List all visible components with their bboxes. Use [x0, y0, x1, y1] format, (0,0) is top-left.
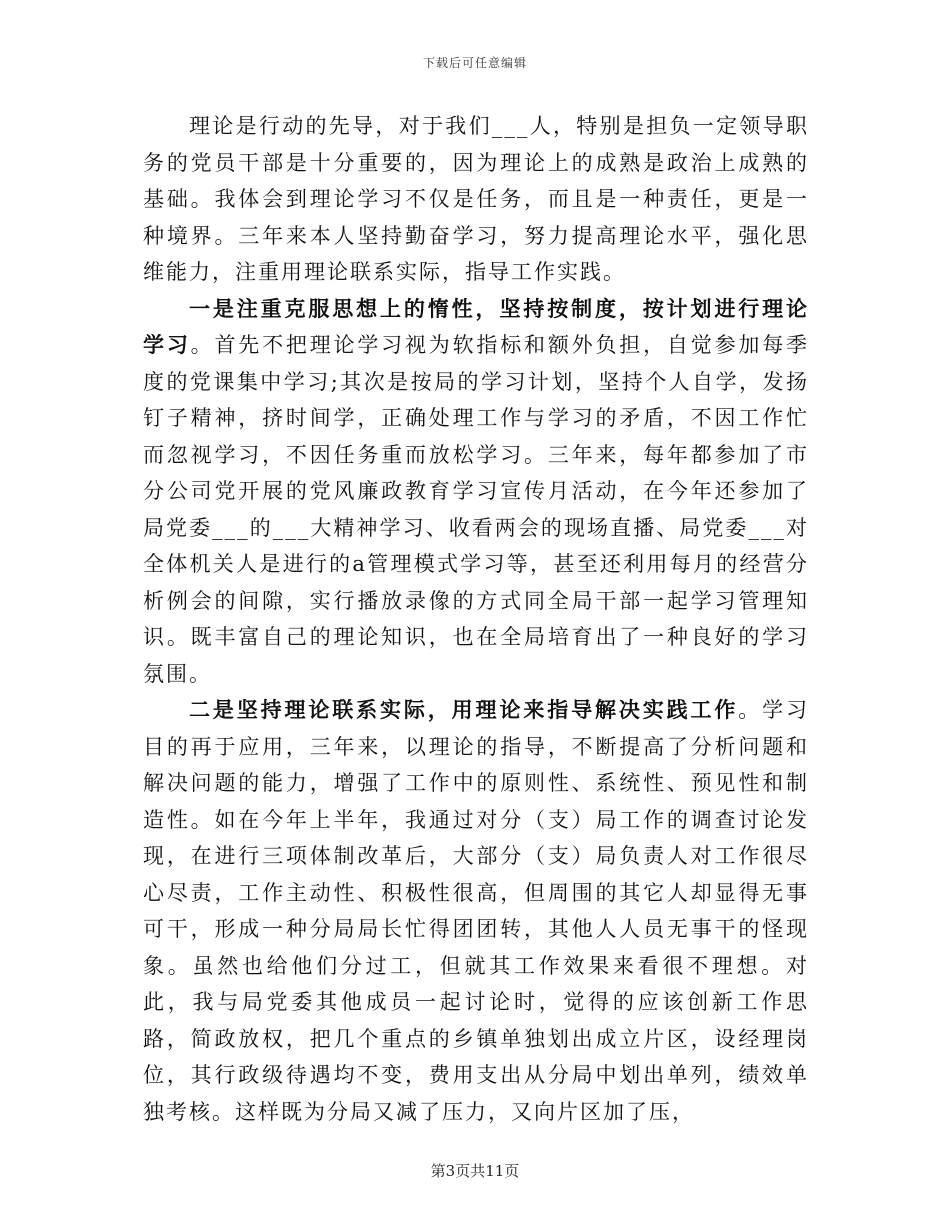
paragraph-point-one-text: 。首先不把理论学习视为软指标和额外负担，自觉参加每季度的党课集中学习;其次是按局的学习计划，坚持个人自学，发扬钉子精神，挤时间学，正确处理工作与学习的矛盾，不因工作忙而忽视学习，不因任务重而放松学习。三年来，每年都参加了市分公司党开展的党风廉政教育学习宣传月活动，在今年还参加了局党委___的___大精神学习、收看两会的现场直播、局党委___对全体机关人是进行的a管理模式学习等，甚至还利用每月的经营分析例会的间隙，实行播放录像的方式同全局干部一起学习管理知识。既丰富自己的理论知识，也在全局培育出了一种良好的学习氛围。 [143, 333, 810, 686]
paragraph-point-one-lead: 一是注重克服思想上的惰性，坚持按制度，按计划进行理论学习 [143, 296, 809, 357]
paragraph-point-two-text: 。学习目的再于应用，三年来，以理论的指导，不断提高了分析问题和解决问题的能力，增强了工作中的原则性、系统性、预见性和制造性。如在今年上半年，我通过对分（支）局工作的调查讨论发现，在进行三项体制改革后，大部分（支）局负责人对工作很尽心尽责，工作主动性、积极性很高，但周围的其它人却显得无事可干，形成一种分局局长忙得团团转，其他人人员无事干的怪现象。虽然也给他们分过工，但就其工作效果来看很不理想。对此，我与局党委其他成员一起讨论时，觉得的应该创新工作思路，简政放权，把几个重点的乡镇单独划出成立片区，设经理岗位，其行政级待遇均不变，费用支出从分局中划出单列，绩效单独考核。这样既为分局又减了压力，又向片区加了压， [143, 698, 810, 1124]
paragraph-intro-text: 理论是行动的先导，对于我们___人，特别是担负一定领导职务的党员干部是十分重要的，因为理论上的成熟是政治上成熟的基础。我体会到理论学习不仅是任务，而且是一种责任，更是一种境界。三年来本人坚持勤奋学习，努力提高理论水平，强化思维能力，注重用理论联系实际，指导工作实践。 [143, 114, 809, 284]
document-body [143, 108, 809, 1130]
page-header-note: 下载后可任意编辑 [422, 56, 527, 70]
paragraph-point-two-lead: 二是坚持理论联系实际，用理论来指导解决实践工作 [189, 698, 739, 722]
paragraph-intro [143, 108, 809, 291]
page-number: 第3页共11页 [430, 1162, 520, 1180]
paragraph-point-two [143, 692, 809, 1130]
paragraph-point-one [143, 291, 809, 693]
